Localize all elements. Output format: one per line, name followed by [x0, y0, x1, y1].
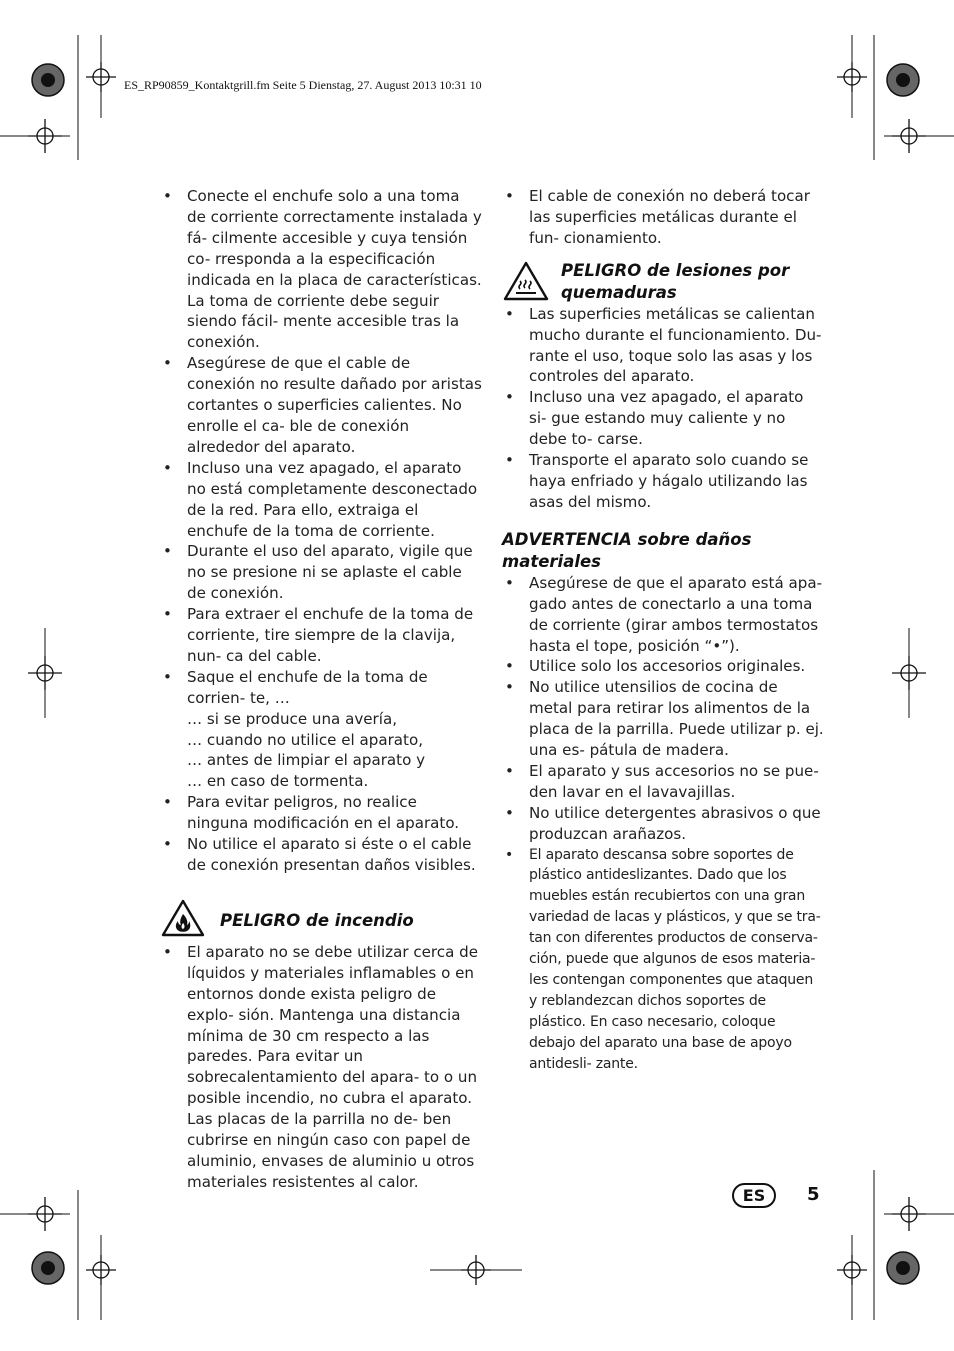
- print-file-info: ES_RP90859_Kontaktgrill.fm Seite 5 Dienstag, 27. August 2013 10:31 10: [124, 78, 482, 92]
- list-item: • No utilice utensilios de cocina de metal para retirar los alimentos de la placa de la parrilla. Puede utilizar p. ej. una es- pátula de madera.: [502, 677, 824, 761]
- list-item: • Utilice solo los accesorios originales.: [502, 656, 824, 677]
- material-warning-title: ADVERTENCIA sobre daños materiales: [502, 529, 752, 571]
- unplug-condition: … si se produce una avería,: [187, 709, 398, 728]
- list-item: • Asegúrese de que el aparato está apa- gado antes de conectarlo a una toma de corriente (girar ambos termostatos hasta el tope, posición “•”).: [502, 573, 824, 657]
- list-item: • Asegúrese de que el cable de conexión no resulte dañado por aristas cortantes o superficies calientes. No enrolle el ca- ble de conexión alrededor del aparato.: [160, 353, 482, 458]
- list-item: • Incluso una vez apagado, el aparato no está completamente desconectado de la red. Para ello, extraiga el enchufe de la toma de corriente.: [160, 458, 482, 542]
- unplug-condition: … antes de limpiar el aparato y: [187, 751, 426, 770]
- starburst-registration-mark-icon: [887, 1252, 919, 1284]
- list-item: • Las superficies metálicas se calientan mucho durante el funcionamiento. Du- rante el uso, toque solo las asas y los controles del aparato.: [502, 304, 824, 388]
- crosshair-registration-mark-icon: [86, 62, 116, 92]
- list-item: • Transporte el aparato solo cuando se haya enfriado y hágalo utilizando las asas del mismo.: [502, 450, 824, 513]
- page-number: 5: [807, 1184, 820, 1205]
- list-item: • El aparato no se debe utilizar cerca de líquidos y materiales inflamables o en entornos donde exista peligro de explo- sión. Mantenga una distancia mínima de 30 cm respecto a las paredes. Para evitar un sobrecalentamiento del apara- to o un posible incendio, no cubra el aparato. Las placas de la parrilla no de- ben cubrirse en ningún caso con papel de aluminio, envases de aluminio u otros materiales resistentes al calor.: [160, 942, 482, 1193]
- list-item: • Durante el uso del aparato, vigile que no se presione ni se aplaste el cable de conexión.: [160, 541, 482, 604]
- list-item: • Incluso una vez apagado, el aparato si- gue estando muy caliente y no debe to- carse.: [502, 387, 824, 450]
- list-item: • No utilice detergentes abrasivos o que produzcan arañazos.: [502, 803, 824, 845]
- list-item: • Conecte el enchufe solo a una toma de corriente correctamente instalada y fá- cilmente accesible y cuya tensión co- rresponda a la especificación indicada en la placa de características. La toma de corriente debe seguir siendo fácil- mente accesible tras la conexión.: [160, 186, 482, 353]
- crosshair-registration-mark-icon: [837, 62, 867, 92]
- crosshair-registration-mark-icon: [837, 1255, 867, 1285]
- list-item: • El cable de conexión no deberá tocar las superficies metálicas durante el fun- cionamiento.: [502, 186, 824, 249]
- list-item: • El aparato y sus accesorios no se pue- den lavar en el lavavajillas.: [502, 761, 824, 803]
- crosshair-registration-mark-icon: [86, 1255, 116, 1285]
- starburst-registration-mark-icon: [32, 64, 64, 96]
- crosshair-registration-mark-icon: [892, 1197, 926, 1231]
- language-badge: ES: [732, 1183, 776, 1208]
- crosshair-registration-mark-icon: [892, 119, 926, 153]
- crosshair-registration-mark-icon: [892, 656, 926, 690]
- crosshair-registration-mark-icon: [28, 119, 62, 153]
- list-item: • No utilice el aparato si éste o el cable de conexión presentan daños visibles.: [160, 834, 482, 876]
- starburst-registration-mark-icon: [32, 1252, 64, 1284]
- starburst-registration-mark-icon: [887, 64, 919, 96]
- unplug-condition: … en caso de tormenta.: [187, 772, 369, 791]
- list-item: • Para extraer el enchufe de la toma de corriente, tire siempre de la clavija, nun- ca del cable.: [160, 604, 482, 667]
- fire-warning-title: PELIGRO de incendio: [220, 910, 414, 930]
- crosshair-registration-mark-icon: [28, 656, 62, 690]
- crosshair-registration-mark-icon: [28, 1197, 62, 1231]
- burn-warning-title: PELIGRO de lesiones por quemaduras: [561, 260, 790, 302]
- list-item: • El aparato descansa sobre soportes de plástico antideslizantes. Dado que los muebles están recubiertos con una gran variedad de lacas y plásticos, y que se tra- tan con diferentes productos de conserva- ción, puede que algunos de esos materia- les contengan componentes que ataquen y reblandezcan dichos soportes de plástico. En caso necesario, coloque debajo del aparato una base de apoyo antidesli- zante.: [502, 845, 824, 1075]
- unplug-condition: … cuando no utilice el aparato,: [187, 730, 423, 749]
- unplug-text: • Saque el enchufe de la toma de corrien- te, …: [187, 667, 428, 707]
- crosshair-registration-mark-icon: [461, 1255, 491, 1285]
- list-item: • Para evitar peligros, no realice ninguna modificación en el aparato.: [160, 792, 482, 834]
